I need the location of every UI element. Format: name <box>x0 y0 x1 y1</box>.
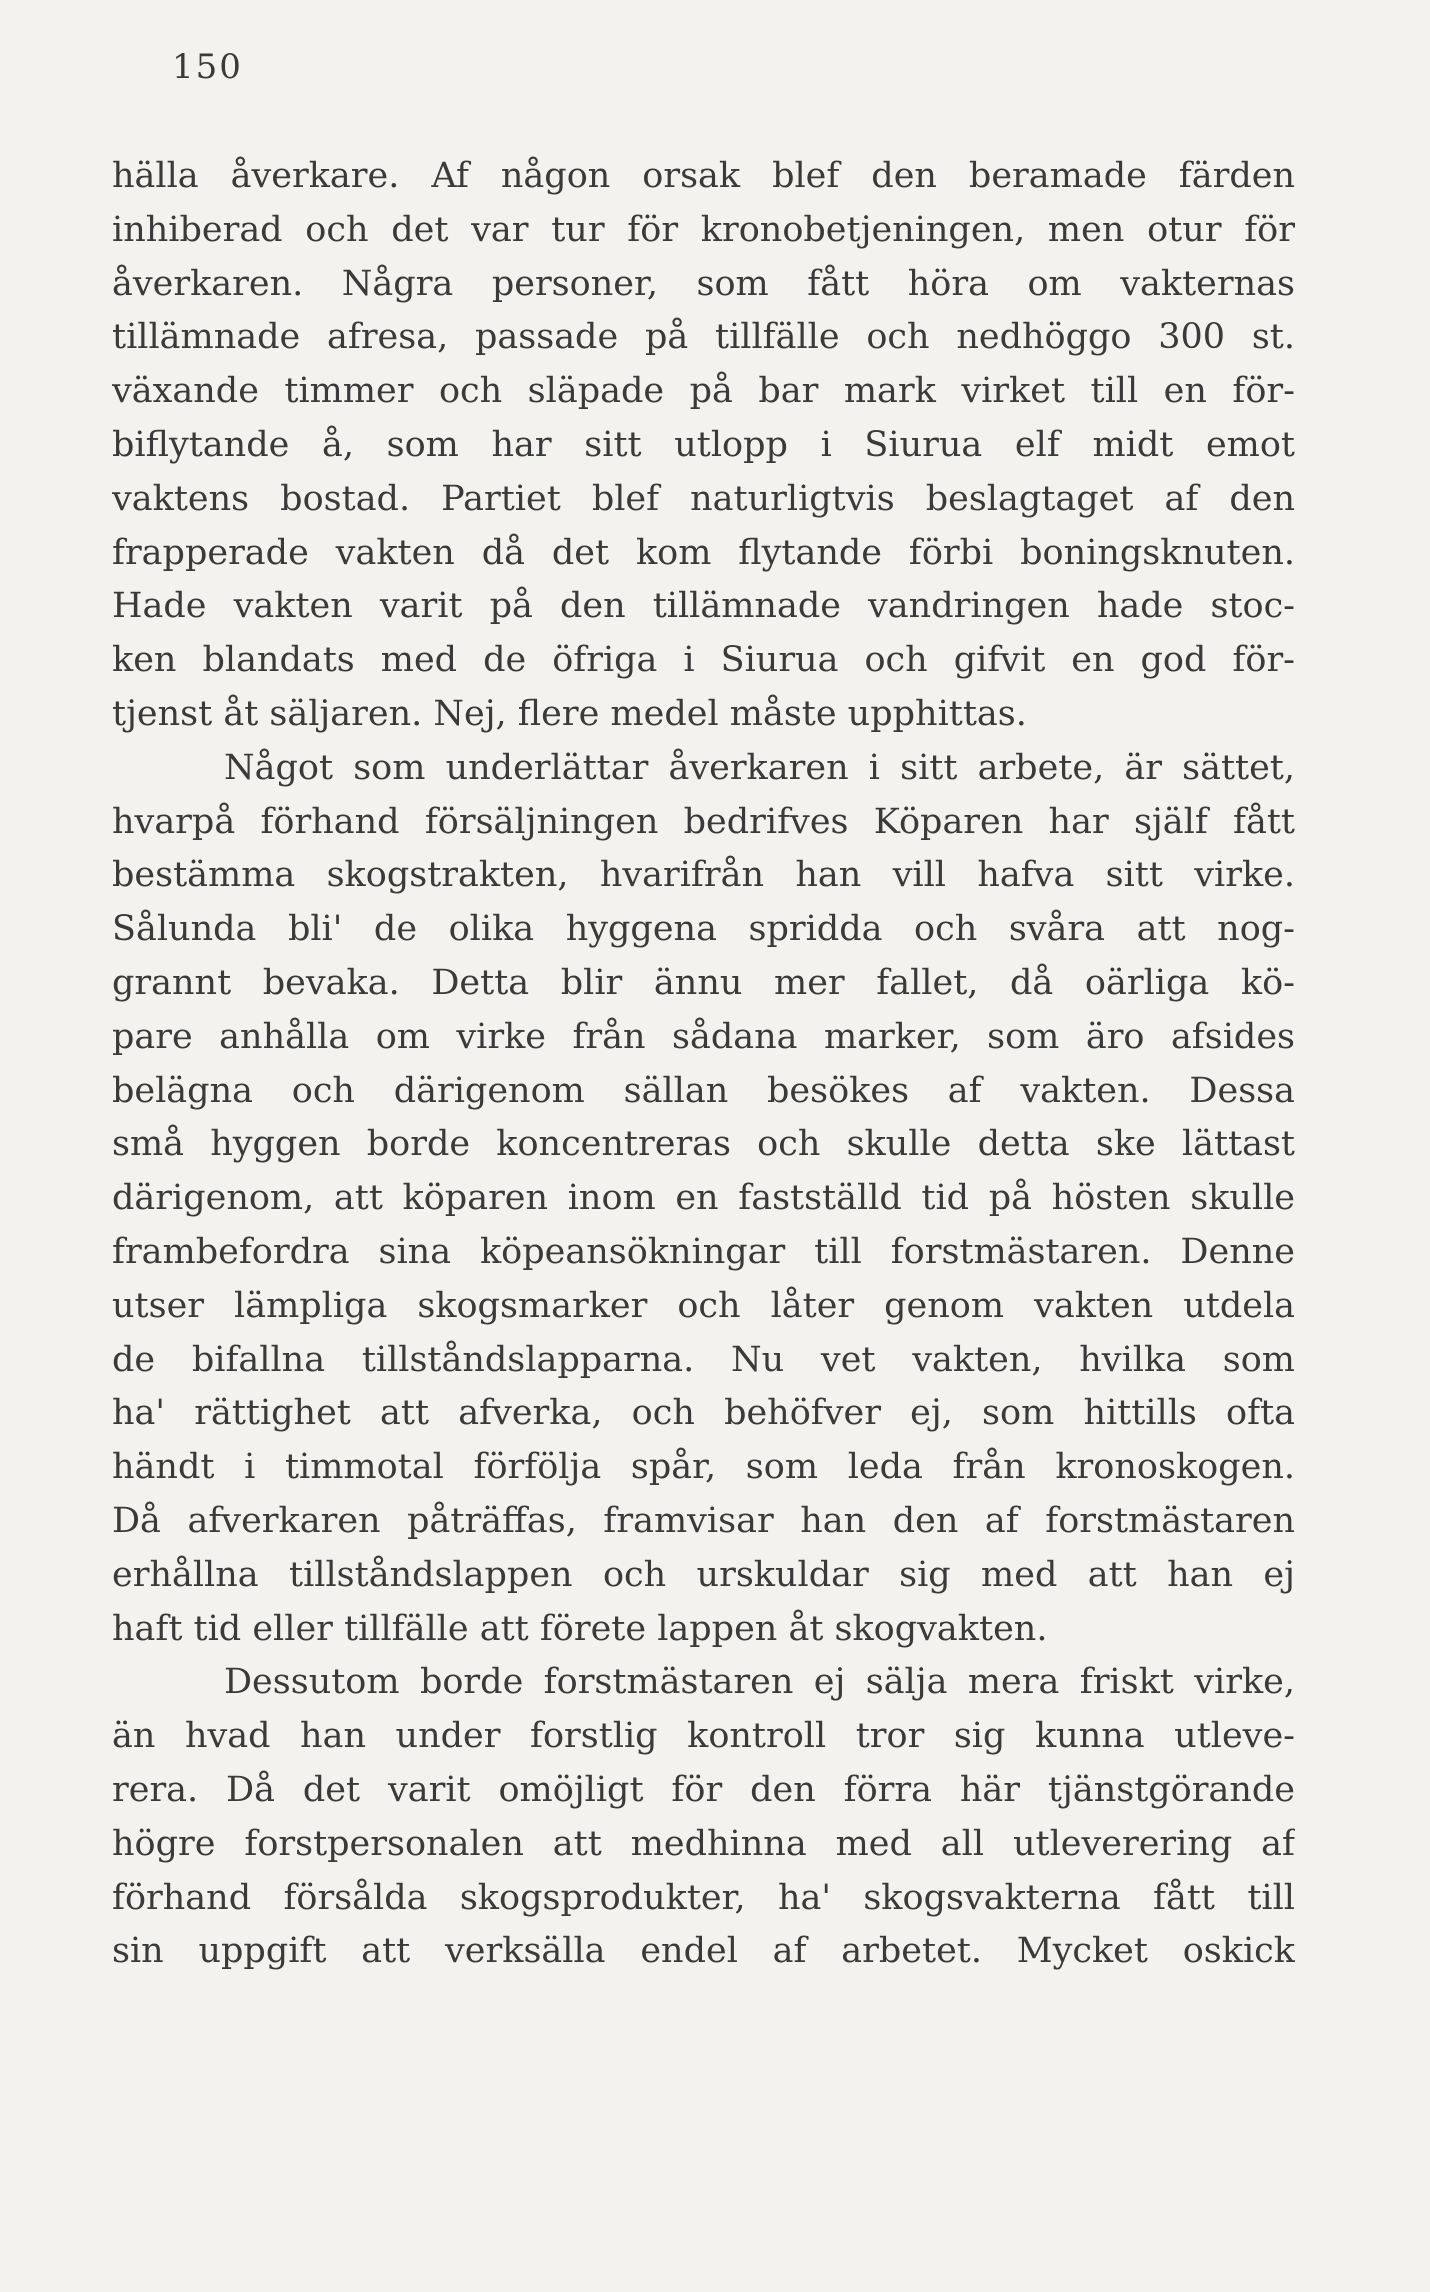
text-line: Något som underlättar åverkaren i sitt arbete, är sättet, <box>224 747 1295 788</box>
text-line: därigenom, att köparen inom en fastställd tid på hösten skulle <box>112 1178 1295 1219</box>
text-line: tjenst åt säljaren. Nej, flere medel måste upphittas. <box>112 693 1027 734</box>
text-line: vaktens bostad. Partiet blef naturligtvis beslagtaget af den <box>112 478 1295 519</box>
text-line: erhållna tillståndslappen och urskuldar sig med att han ej <box>112 1554 1295 1595</box>
text-line: hälla åverkare. Af någon orsak blef den beramade färden <box>112 156 1295 196</box>
text-line: frapperade vakten då det kom flytande förbi boningsknuten. <box>112 532 1295 573</box>
text-line: Hade vakten varit på den tillämnade vandringen hade stoc- <box>112 586 1295 627</box>
text-line: utser lämpliga skogsmarker och låter genom vakten utdela <box>112 1285 1295 1326</box>
text-line: biflytande å, som har sitt utlopp i Siurua elf midt emot <box>112 424 1295 465</box>
text-line: grannt bevaka. Detta blir ännu mer fallet, då oärliga kö- <box>112 962 1295 1003</box>
text-line: händt i timmotal förfölja spår, som leda från kronoskogen. <box>112 1447 1295 1488</box>
text-line: Dessutom borde forstmästaren ej sälja mera friskt virke, <box>224 1662 1295 1703</box>
text-line: växande timmer och släpade på bar mark virket till en för- <box>112 371 1295 412</box>
text-line: tillämnade afresa, passade på tillfälle och nedhöggo 300 st. <box>112 317 1295 358</box>
text-line: Sålunda bli' de olika hyggena spridda och svåra att nog- <box>112 909 1295 950</box>
text-line: inhiberad och det var tur för kronobetjeningen, men otur för <box>112 209 1295 250</box>
text-line: rera. Då det varit omöjligt för den förra här tjänstgörande <box>112 1769 1295 1810</box>
body-text <box>112 150 1295 1979</box>
text-line: haft tid eller tillfälle att förete lappen åt skogvakten. <box>112 1608 1048 1649</box>
text-line: Då afverkaren påträffas, framvisar han den af forstmästaren <box>112 1500 1295 1541</box>
text-line: åverkaren. Några personer, som fått höra om vakternas <box>112 263 1295 304</box>
text-line: förhand försålda skogsprodukter, ha' skogsvakterna fått till <box>112 1877 1295 1918</box>
text-line: pare anhålla om virke från sådana marker, som äro afsides <box>112 1016 1295 1057</box>
text-line: frambefordra sina köpeansökningar till forstmästaren. Denne <box>112 1231 1295 1272</box>
page-number: 150 <box>172 47 243 87</box>
text-line: belägna och därigenom sällan besökes af vakten. Dessa <box>112 1070 1295 1111</box>
text-line: sin uppgift att verksälla endel af arbetet. Mycket oskick <box>112 1931 1295 1972</box>
text-line: små hyggen borde koncentreras och skulle detta ske lättast <box>112 1124 1295 1165</box>
text-line: ken blandats med de öfriga i Siurua och gifvit en god för- <box>112 640 1295 681</box>
text-line: högre forstpersonalen att medhinna med all utleverering af <box>112 1823 1295 1864</box>
text-line: bestämma skogstrakten, hvarifrån han vill hafva sitt virke. <box>112 855 1295 896</box>
text-line: hvarpå förhand försäljningen bedrifves Köparen har själf fått <box>112 801 1295 842</box>
text-line: de bifallna tillståndslapparna. Nu vet vakten, hvilka som <box>112 1339 1295 1380</box>
text-line: ha' rättighet att afverka, och behöfver ej, som hittills ofta <box>112 1393 1295 1434</box>
text-line: än hvad han under forstlig kontroll tror sig kunna utleve- <box>112 1716 1295 1757</box>
